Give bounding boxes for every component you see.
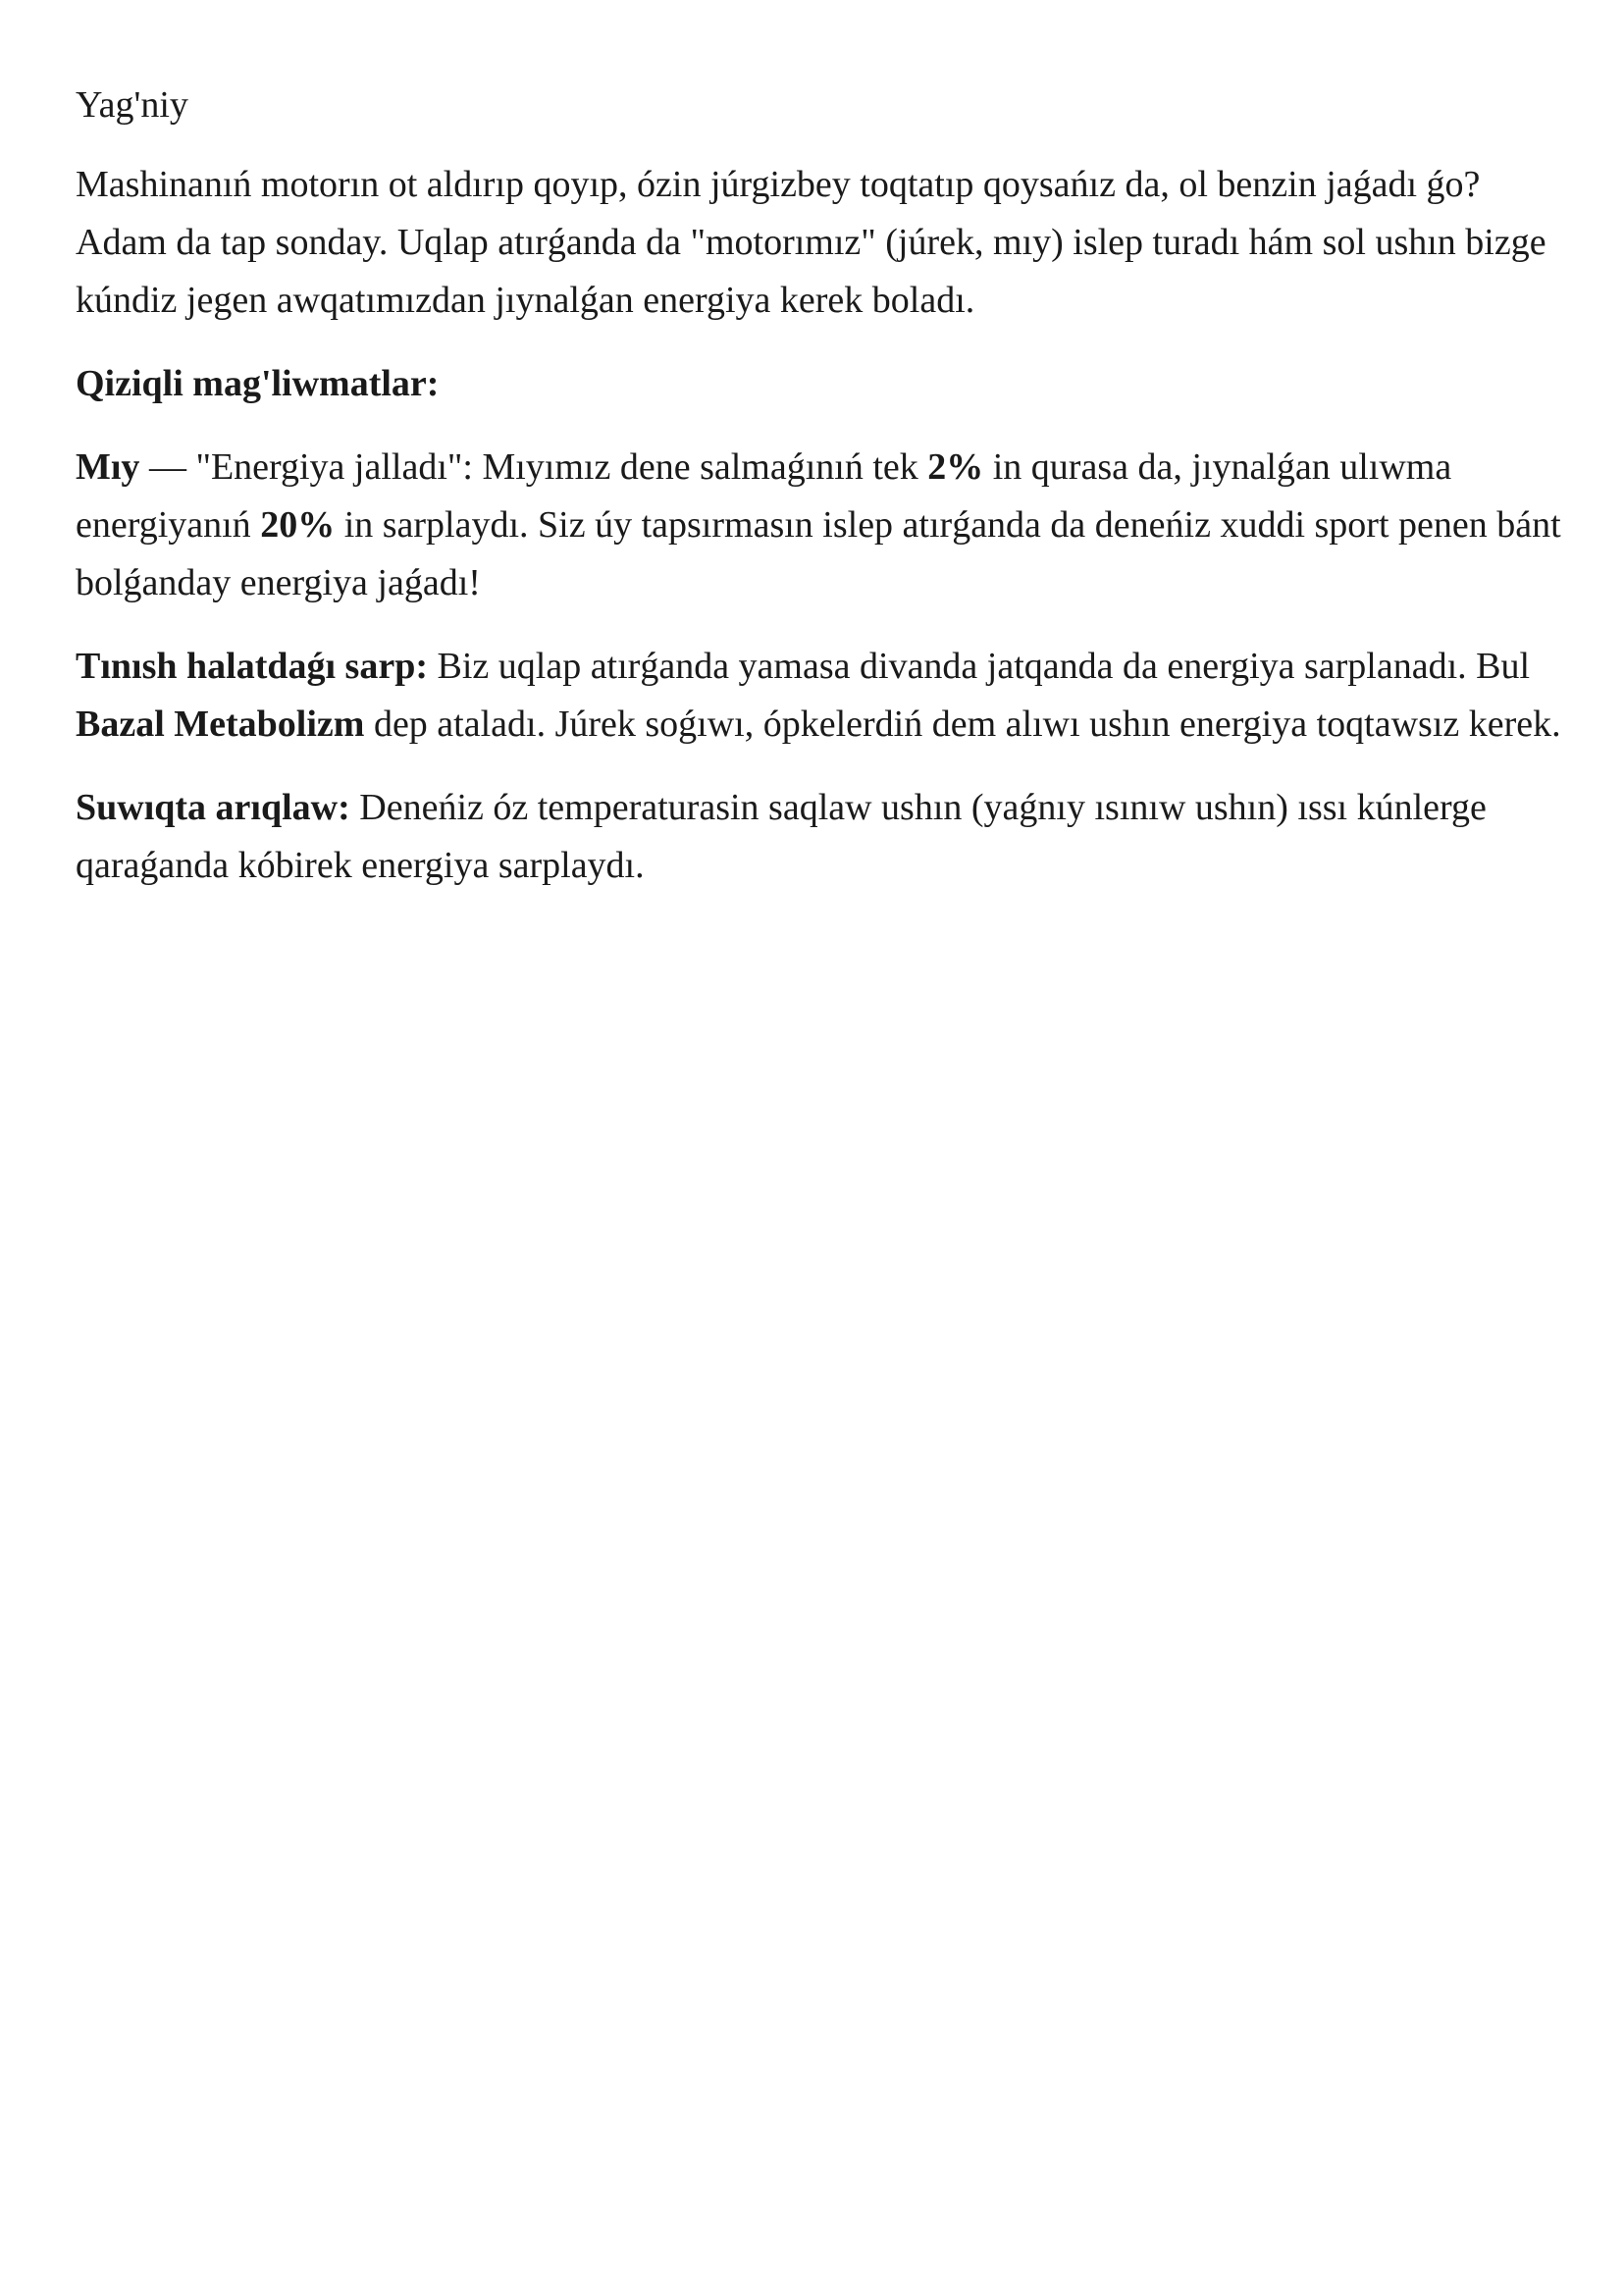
analogy-paragraph: Mashinanıń motorın ot aldırıp qoyıp, ózin júrgizbey toqtatıp qoysańız da, ol benzin jaǵadı ǵo? Adam da tap sonday. Uqlap atırǵanda da "motorımız" (júrek, mıy) islep turadı hám sol ushın bizge kúndiz jegen awqatımızdan jıynalǵan energiya kerek boladı. [76,164,1546,321]
fact-brain-term: Mıy [76,446,140,488]
facts-heading: Qiziqli mag'liwmatlar: [76,363,440,404]
fact-brain-value-1: 2% [927,446,984,488]
intro-label: Yag'niy [76,84,188,126]
fact-rest-text-2: dep ataladı. Júrek soǵıwı, ópkelerdiń dem alıwı ushın energiya toqtawsız kerek. [364,704,1561,745]
fact-rest-text-1: Biz uqlap atırǵanda yamasa divanda jatqanda da energiya sarplanadı. Bul [428,646,1531,687]
fact-brain-text-3: in sarplaydı. Siz úy tapsırmasın islep atırǵanda da deneńiz xuddi sport penen bánt bolǵanday energiya jaǵadı! [76,504,1561,603]
fact-brain [76,439,1567,612]
fact-brain-text-1: — "Energiya jalladı": Mıyımız dene salmaǵınıń tek [139,446,928,488]
fact-brain-text-2: in qurasa da, jıynalǵan ulıwma energiyanıń [76,446,1452,546]
fact-cold-text-1: Deneńiz óz temperaturasin saqlaw ushın (yaǵnıy ısınıw ushın) ıssı kúnlerge qaraǵanda kóbirek energiya sarplaydı. [76,787,1487,886]
fact-rest-term: Tınısh halatdaǵı sarp: [76,646,428,687]
document-page [76,77,1567,920]
fact-cold-term: Suwıqta arıqlaw: [76,787,350,828]
fact-rest [76,638,1567,754]
fact-rest-highlight: Bazal Metabolizm [76,704,365,745]
fact-cold [76,779,1567,895]
fact-brain-value-2: 20% [260,504,336,546]
